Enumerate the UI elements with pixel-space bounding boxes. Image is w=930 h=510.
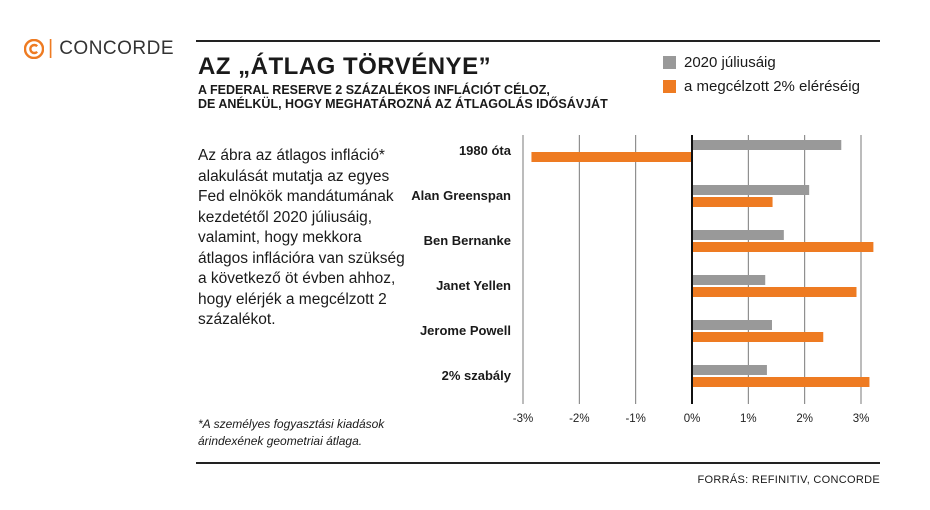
bar-orange — [692, 332, 823, 342]
x-tick-label: -3% — [512, 413, 534, 425]
brand-name: CONCORDE — [59, 37, 175, 59]
legend-label-gray: 2020 júliusáig — [684, 53, 776, 71]
bar-orange — [692, 287, 856, 297]
category-label: Janet Yellen — [436, 278, 511, 293]
bar-gray — [692, 365, 767, 375]
subtitle-line-1: A FEDERAL RESERVE 2 SZÁZALÉKOS INFLÁCIÓT CÉLOZ, — [198, 83, 550, 97]
bar-gray — [692, 275, 765, 285]
bar-gray — [692, 140, 841, 150]
bar-gray — [692, 320, 772, 330]
subtitle-line-2: DE ANÉLKÜL, HOGY MEGHATÁROZNÁ AZ ÁTLAGOLÁS IDŐSÁVJÁT — [198, 97, 608, 111]
bar-orange — [692, 377, 869, 387]
logo-separator: | — [48, 37, 54, 59]
legend-label-orange: a megcélzott 2% eléréséig — [684, 77, 860, 95]
x-tick-label: 2% — [796, 413, 813, 425]
category-label: Alan Greenspan — [411, 188, 511, 203]
x-tick-label: -2% — [569, 413, 590, 425]
footnote: *A személyes fogyasztási kiadások árindexének geometriai átlaga. — [198, 417, 385, 448]
source-note: FORRÁS: REFINITIV, CONCORDE — [697, 474, 880, 486]
bar-orange — [531, 152, 692, 162]
category-label: Jerome Powell — [419, 323, 511, 338]
category-label: 2% szabály — [441, 368, 511, 383]
x-tick-label: 3% — [852, 413, 870, 425]
category-label: 1980 óta — [458, 143, 511, 158]
x-tick-label: 0% — [683, 413, 701, 425]
x-tick-label: -1% — [625, 413, 646, 425]
bar-orange — [692, 197, 773, 207]
chart-description: Az ábra az átlagos infláció* alakulását mutatja az egyes Fed elnökök mandátumának kezdetétől 2020 júliusáig, valamint, hogy mekkora átlagos inflációra van szükség a következő öt évben ahhoz, hogy elérjék a megcélzott 2 százalékot. — [198, 147, 405, 328]
category-label: Ben Bernanke — [423, 233, 511, 248]
page-title: AZ „ÁTLAG TÖRVÉNYE” — [198, 53, 492, 80]
bar-orange — [692, 242, 873, 252]
bar-gray — [692, 185, 809, 195]
bar-gray — [692, 230, 784, 240]
x-tick-label: 1% — [740, 413, 757, 425]
